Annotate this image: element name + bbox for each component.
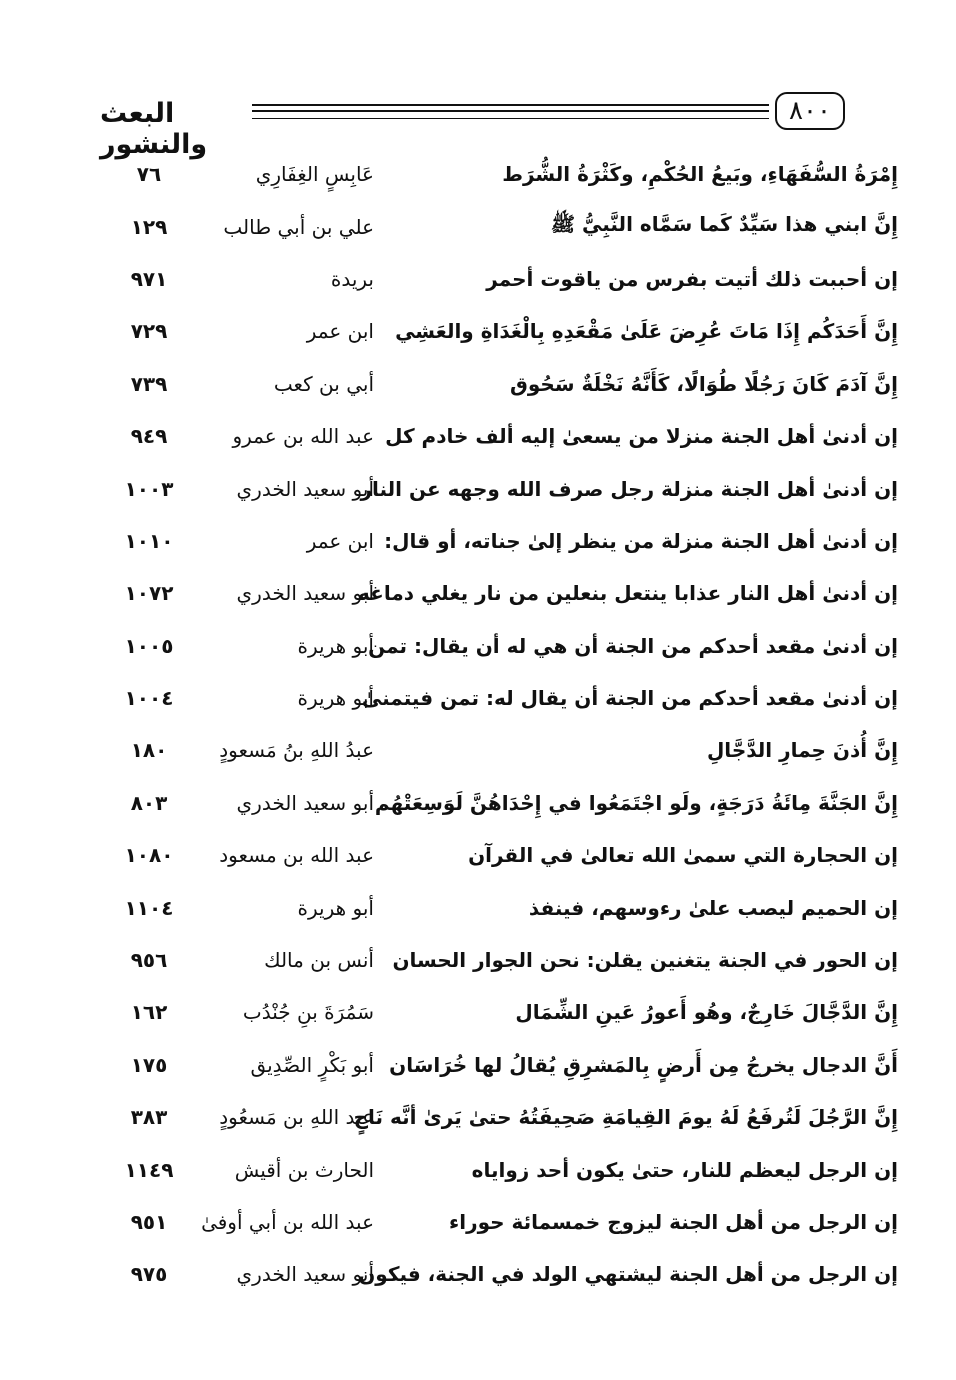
hadith-text: إن أدنىٰ أهل الجنة منزلة رجل صرف الله وجهه عن النار <box>360 476 898 501</box>
hadith-text: إن أدنىٰ مقعد أحدكم من الجنة أن يقال له: تمن فيتمنىٰ <box>361 686 898 711</box>
hadith-number: ٩٥١ <box>130 1210 168 1234</box>
hadith-text: إن أدنىٰ مقعد أحدكم من الجنة أن هي له أن يقال: تمن <box>368 633 898 658</box>
narrator-name: عبد اللهِ بن مَسعُودٍ <box>219 1105 374 1130</box>
narrator-name: علي بن أبي طالب <box>223 214 374 239</box>
index-row <box>58 724 898 776</box>
hadith-number: ٨٠٣ <box>130 790 168 815</box>
narrator-name: أبي بن كعب <box>273 371 374 396</box>
narrator-name: أبو هريرة <box>297 895 374 920</box>
hadith-text: إن أدنىٰ أهل الجنة منزلا من يسعىٰ إليه ألف خادم كل <box>385 424 898 449</box>
index-row <box>58 200 898 252</box>
hadith-number: ١٠١٠ <box>124 528 174 553</box>
hadith-number: ١٠٨٠ <box>124 843 174 868</box>
hadith-number: ١١٠٤ <box>124 895 174 920</box>
hadith-number: ١٠٠٣ <box>124 476 174 501</box>
index-row <box>58 253 898 305</box>
index-row <box>58 410 898 462</box>
index-row <box>58 1143 898 1195</box>
index-row <box>58 934 898 986</box>
index-row <box>58 620 898 672</box>
index-row <box>58 777 898 829</box>
hadith-text: إن الحميم ليصب علىٰ رءوسهم، فينفذ <box>528 895 898 920</box>
narrator-name: أبو هريرة <box>297 633 374 658</box>
hadith-number: ١٧٥ <box>130 1052 168 1077</box>
index-row <box>58 358 898 410</box>
narrator-name: أبو سعيد الخدري <box>236 476 374 501</box>
page-header <box>100 92 845 160</box>
hadith-number: ٩٧٥ <box>130 1262 168 1287</box>
index-row <box>58 567 898 619</box>
narrator-name: أبو سعيد الخدري <box>236 581 374 606</box>
hadith-text: إن أدنىٰ أهل النار عذابا ينتعل بنعلين من نار يغلي دماغه <box>358 581 898 606</box>
index-row <box>58 305 898 357</box>
narrator-name: أنس بن مالك <box>264 948 374 973</box>
hadith-text: إن الرجل من أهل الجنة ليزوج خمسمائة حوراء <box>448 1210 898 1234</box>
hadith-text: إن الحور في الجنة يتغنين يقلن: نحن الجوار الحسان <box>392 948 898 973</box>
hadith-number: ٧٦ <box>136 162 162 187</box>
hadith-text: إِنَّ أُذنَ حِمارِ الدَّجَّالِ <box>706 738 898 763</box>
hadith-number: ١٠٠٤ <box>124 686 174 711</box>
narrator-name: عَابِسٍ الغِفَارِي <box>255 162 374 187</box>
hadith-number: ٩٧١ <box>130 266 168 291</box>
hadith-number: ٩٥٦ <box>130 948 168 973</box>
narrator-name: أبو هريرة <box>297 686 374 711</box>
index-row <box>58 1039 898 1091</box>
narrator-name: عبد الله بن أبي أوفىٰ <box>201 1210 374 1234</box>
hadith-number: ١١٤٩ <box>124 1157 174 1182</box>
hadith-number: ٩٤٩ <box>130 424 168 449</box>
index-table <box>58 148 898 1301</box>
hadith-number: ١٠٧٢ <box>124 581 174 606</box>
hadith-text: إِنَّ الجَنَّةَ مِائَةُ دَرَجَةٍ، ولَو اجْتَمَعُوا في إِحْدَاهُنَّ لَوَسِعَتْهُم <box>374 790 898 815</box>
hadith-text: أَنَّ الدجال يخرجُ مِن أَرضٍ بِالمَشرِقِ يُقالُ لها خُرَاسَان <box>389 1052 898 1077</box>
hadith-text: إِمْرَةُ السُّفَهَاءِ، وبَيعُ الحُكْمِ، وكَثْرَةُ الشُّرَط <box>502 162 898 187</box>
narrator-name: أبو سعيد الخدري <box>236 790 374 815</box>
hadith-number: ١٠٠٥ <box>124 633 174 658</box>
hadith-number: ١٢٩ <box>130 214 168 239</box>
hadith-text: إِنَّ أَحَدَكُم إِذَا مَاتَ عُرِضَ عَلَىٰ مَقْعَدِهِ بِالْغَدَاةِ والعَشِي <box>395 319 898 344</box>
hadith-number: ٧٢٩ <box>130 319 168 344</box>
narrator-name: ابن عمر <box>306 319 374 344</box>
index-row <box>58 881 898 933</box>
index-row <box>58 148 898 200</box>
index-row <box>58 1091 898 1143</box>
hadith-number: ١٨٠ <box>130 738 168 763</box>
narrator-name: عبد الله بن مسعود <box>219 843 374 868</box>
hadith-text: إن أدنىٰ أهل الجنة منزلة من ينظر إلىٰ جناته، أو قال: <box>384 528 898 553</box>
index-row <box>58 1248 898 1300</box>
hadith-text: إِنَّ آدَمَ كَانَ رَجُلًا طُوَالًا، كَأَنَّهُ نَخْلَةٌ سَحُوق <box>510 371 898 396</box>
header-rule <box>252 104 769 112</box>
hadith-number: ١٦٢ <box>130 1000 168 1025</box>
hadith-text: إن الرجل ليعظم للنار، حتىٰ يكون أحد زواياه <box>471 1157 898 1182</box>
narrator-name: سَمُرَةَ بنِ جُنْدُب <box>242 1000 374 1025</box>
header-rule-thin <box>252 118 769 119</box>
narrator-name: الحارث بن أقيش <box>234 1157 374 1182</box>
page-number: ٨٠٠ <box>775 92 845 130</box>
hadith-text: إِنَّ ابني هذا سَيِّدٌ كَما سَمَّاه النَّبِيُّ ﷺ <box>550 212 898 237</box>
index-row <box>58 829 898 881</box>
hadith-text: إن أحببت ذلك أتيت بفرس من ياقوت أحمر <box>486 266 898 291</box>
index-row <box>58 462 898 514</box>
index-row <box>58 515 898 567</box>
narrator-name: بريدة <box>330 266 374 291</box>
hadith-number: ٣٨٣ <box>130 1105 168 1130</box>
narrator-name: أبو بَكْرٍ الصِّدِيق <box>250 1052 374 1077</box>
hadith-number: ٧٣٩ <box>130 371 168 396</box>
hadith-text: إِنَّ الرَّجُلَ لَتُرفَعُ لَهُ يومَ القِيامَةِ صَحِيفَتُهُ حتىٰ يَرىٰ أنَّه نَاجٍ <box>353 1105 898 1130</box>
book-title: البعث والنشور <box>100 98 208 160</box>
index-row <box>58 672 898 724</box>
hadith-text: إن الرجل من أهل الجنة ليشتهي الولد في الجنة، فيكون <box>358 1262 898 1287</box>
narrator-name: أبو سعيد الخدري <box>236 1262 374 1287</box>
narrator-name: ابن عمر <box>306 528 374 553</box>
index-row <box>58 1196 898 1248</box>
index-row <box>58 986 898 1038</box>
narrator-name: عبد الله بن عمرو <box>232 424 374 449</box>
narrator-name: عبدُ اللهِ بنُ مَسعودٍ <box>219 738 374 763</box>
hadith-text: إن الحجارة التي سمىٰ الله تعالىٰ في القرآن <box>468 843 898 868</box>
hadith-text: إِنَّ الدَّجَّالَ خَارِجٌ، وهُو أَعورُ عَينِ الشِّمَال <box>515 1000 898 1025</box>
